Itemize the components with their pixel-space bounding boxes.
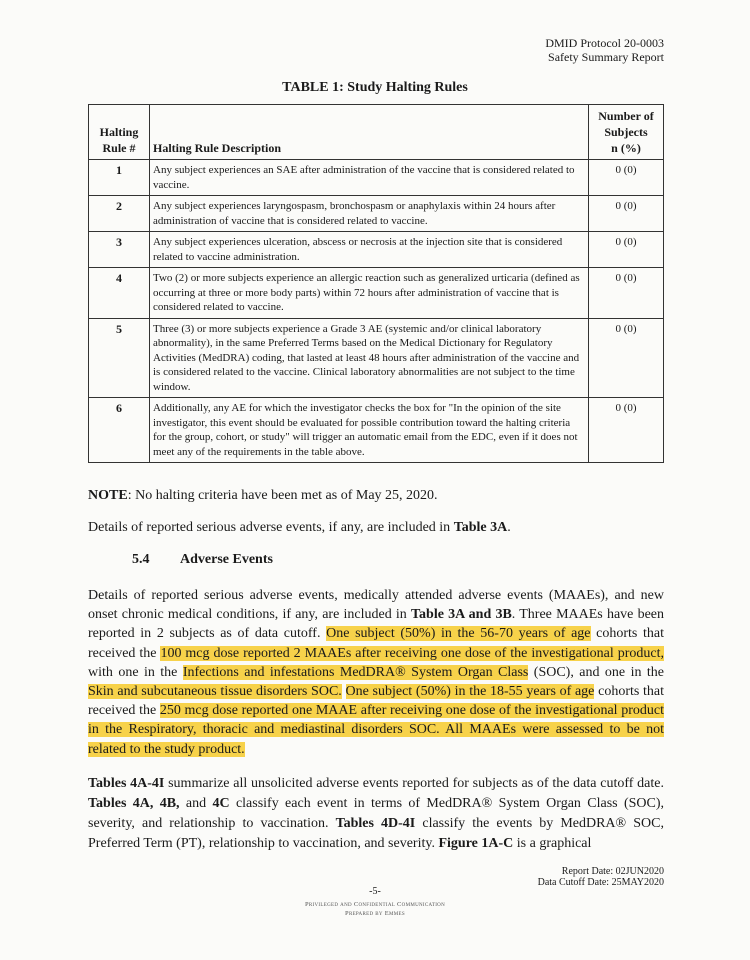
highlighted-text: Skin and subcutaneous tissue disorders SOC. — [88, 684, 342, 700]
section-title: Adverse Events — [180, 552, 273, 567]
halting-note — [88, 486, 664, 505]
protocol-id: DMID Protocol 20-0003 — [545, 36, 664, 50]
adverse-events-paragraph: Details of reported serious adverse events, medically attended adverse events (MAAEs), and new onset chronic medical conditions, if any, are included in Table 3A and 3B. Three MAAEs have been reported in 2 subjects as of data cutoff. One subject (50%) in the 56-70 years of age cohorts that received the 100 mcg dose reported 2 MAAEs after receiving one dose of the investigational product, with one in the Infections and infestations MedDRA® System Organ Class (SOC), and one in the Skin and subcutaneous tissue disorders SOC. One subject (50%) in the 18-55 years of age cohorts that received the 250 mcg dose reported one MAAE after receiving one dose of the investigational product in the Respiratory, thoracic and mediastinal disorders SOC. All MAAEs were assessed to be not related to the study product. — [88, 588, 665, 757]
highlighted-text: Infections and infestations MedDRA® System Organ Class — [182, 664, 529, 680]
table-row — [89, 268, 664, 319]
rule-description: Any subject experiences laryngospasm, bronchospasm or anaphylaxis within 24 hours after administration of vaccine that is considered related to vaccine. — [150, 196, 589, 232]
rule-number: 6 — [89, 398, 150, 463]
rule-number: 1 — [89, 160, 150, 196]
report-dates — [538, 866, 664, 888]
rule-number: 5 — [89, 318, 150, 398]
halting-rules-table — [88, 104, 664, 463]
highlighted-text: 100 mcg dose reported 2 MAAEs after receiving one dose of the investigational product, — [160, 645, 665, 661]
highlighted-text: One subject (50%) in the 18-55 years of age — [345, 684, 595, 700]
page-number: -5- — [369, 886, 381, 897]
subject-count: 0 (0) — [589, 268, 664, 319]
rule-number-header: Halting Rule # — [89, 105, 150, 160]
table-row — [89, 196, 664, 232]
table-row — [89, 232, 664, 268]
table-title: TABLE 1: Study Halting Rules — [282, 80, 468, 95]
rule-number: 2 — [89, 196, 150, 232]
confidential-footer — [0, 900, 750, 918]
highlighted-text: One subject (50%) in the 56-70 years of age — [326, 626, 591, 642]
rule-description: Any subject experiences an SAE after administration of the vaccine that is considered related to vaccine. — [150, 160, 589, 196]
rule-description: Any subject experiences ulceration, abscess or necrosis at the injection site that is considered related to vaccine administration. — [150, 232, 589, 268]
rule-description: Three (3) or more subjects experience a Grade 3 AE (systemic and/or clinical laboratory abnormality), in the same Preferred Terms based on the Medical Dictionary for Regulatory Activities (MedDRA) coding, that lasted at least 48 hours after administration of the vaccine and is considered related to the vaccine. Clinical laboratory abnormalities are not subject to the time window. — [150, 318, 589, 398]
footer-confidentiality: Privileged and Confidential Communication — [304, 901, 445, 908]
section-number: 5.4 — [132, 552, 150, 567]
rule-number: 4 — [89, 268, 150, 319]
rule-description: Two (2) or more subjects experience an allergic reaction such as generalized urticaria (defined as occurring at three or more body parts) within 72 hours after administration of vaccine that is considered related to vaccine. — [150, 268, 589, 319]
tables-summary-paragraph: Tables 4A-4I summarize all unsolicited adverse events reported for subjects as of the data cutoff date. Tables 4A, 4B, and 4C classify each event in terms of MedDRA® System Organ Class (SOC), severity, and relationship to vaccination. Tables 4D-4I classify the events by MedDRA® SOC, Preferred Term (PT), relationship to vaccination, and severity. Figure 1A-C is a graphical — [88, 776, 665, 851]
data-cutoff-date: Data Cutoff Date: 25MAY2020 — [537, 877, 664, 888]
report-type: Safety Summary Report — [548, 50, 664, 64]
report-date: Report Date: 02JUN2020 — [561, 866, 664, 877]
subject-count: 0 (0) — [589, 232, 664, 268]
table-header-row — [89, 105, 664, 160]
document-header — [545, 36, 664, 64]
table-row — [89, 398, 664, 463]
sae-details-text: Details of reported serious adverse events, if any, are included in Table 3A. — [88, 520, 511, 535]
subject-count: 0 (0) — [589, 160, 664, 196]
highlighted-text: 250 mcg dose reported one MAAE after receiving one dose of the investigational product in the Respiratory, thoracic and mediastinal disorders SOC. All MAAEs were assessed to be not related to the study product. — [88, 703, 664, 757]
subject-count: 0 (0) — [589, 196, 664, 232]
subject-count-header: Number of Subjects n (%) — [589, 105, 664, 160]
rule-description: Additionally, any AE for which the investigator checks the box for "In the opinion of the site investigator, this event should be evaluated for possible contribution toward the halting criteria for the group, cohort, or study" will trigger an automatic email from the EDC, even if it does not meet any of the requirements in the table above. — [150, 398, 589, 463]
table-row — [89, 160, 664, 196]
subject-count: 0 (0) — [589, 318, 664, 398]
note-label: NOTE — [88, 488, 128, 503]
rule-description-header: Halting Rule Description — [150, 105, 589, 160]
rule-number: 3 — [89, 232, 150, 268]
table-row — [89, 318, 664, 398]
section-heading — [132, 552, 273, 568]
footer-prepared-by: Prepared by Emmes — [345, 910, 405, 917]
note-text: : No halting criteria have been met as of May 25, 2020. — [127, 488, 438, 503]
subject-count: 0 (0) — [589, 398, 664, 463]
table-reference: Table 3A — [453, 520, 508, 535]
